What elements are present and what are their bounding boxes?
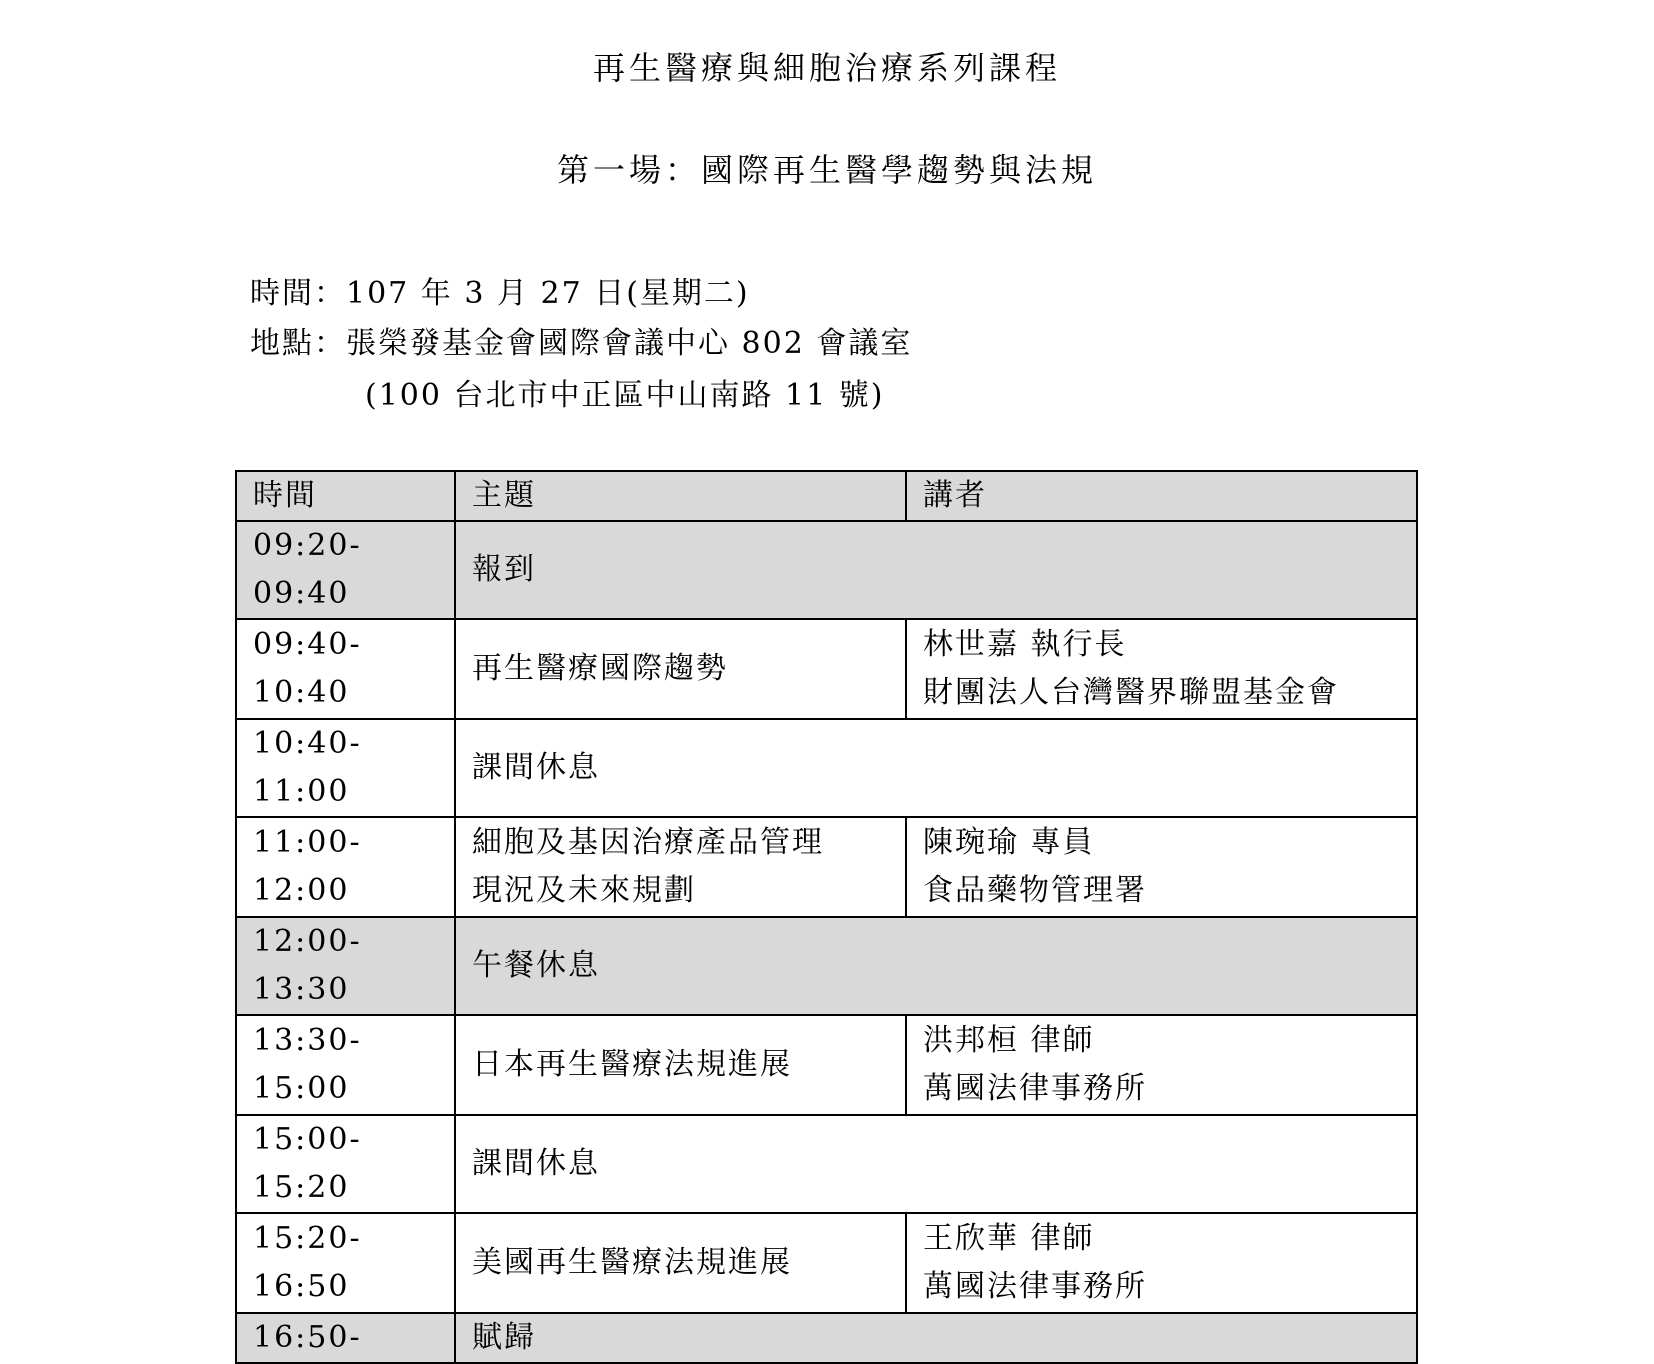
table-row <box>236 1015 1417 1115</box>
row-topic-line: 課間休息 <box>472 1146 600 1181</box>
row-topic <box>455 1213 906 1313</box>
table-row <box>236 521 1417 619</box>
row-time: 11:00-12:00 <box>236 817 455 917</box>
event-venue: 地點：張榮發基金會國際會議中心 802 會議室 <box>250 326 913 361</box>
row-topic <box>455 619 906 719</box>
row-topic <box>455 817 906 917</box>
row-time: 12:00-13:30 <box>236 917 455 1015</box>
header-time: 時間 <box>236 471 455 521</box>
row-time: 15:20-16:50 <box>236 1213 455 1313</box>
row-speaker-line: 萬國法律事務所 <box>923 1269 1147 1304</box>
row-topic <box>455 1115 1417 1213</box>
row-topic <box>455 521 1417 619</box>
table-row <box>236 719 1417 817</box>
row-speaker <box>906 1213 1417 1313</box>
table-header-row <box>236 471 1417 521</box>
row-topic-line: 美國再生醫療法規進展 <box>472 1245 792 1280</box>
table-row <box>236 817 1417 917</box>
row-speaker-line: 陳琬瑜 專員 <box>923 825 1095 860</box>
row-topic-line: 再生醫療國際趨勢 <box>472 651 728 686</box>
row-topic-line: 課間休息 <box>472 750 600 785</box>
row-topic-line: 報到 <box>472 552 536 587</box>
table-row <box>236 917 1417 1015</box>
row-topic <box>455 917 1417 1015</box>
row-speaker-line: 王欣華 律師 <box>923 1221 1095 1256</box>
row-topic-line: 現況及未來規劃 <box>472 873 696 908</box>
row-speaker <box>906 817 1417 917</box>
event-time: 時間：107 年 3 月 27 日(星期二) <box>250 276 750 311</box>
row-topic-line: 細胞及基因治療產品管理 <box>472 825 824 860</box>
table-row <box>236 619 1417 719</box>
row-time: 09:20-09:40 <box>236 521 455 619</box>
row-speaker-line: 林世嘉 執行長 <box>923 627 1127 662</box>
row-topic-line: 賦歸 <box>472 1320 536 1355</box>
row-speaker <box>906 619 1417 719</box>
row-speaker-line: 財團法人台灣醫界聯盟基金會 <box>923 675 1339 710</box>
session-title: 第一場：國際再生醫學趨勢與法規 <box>556 151 1097 189</box>
row-time: 09:40-10:40 <box>236 619 455 719</box>
schedule-table <box>235 470 1418 1364</box>
header-speaker: 講者 <box>906 471 1417 521</box>
row-time: 16:50- <box>236 1313 455 1363</box>
row-time: 15:00-15:20 <box>236 1115 455 1213</box>
row-speaker-line: 食品藥物管理署 <box>923 873 1147 908</box>
row-speaker <box>906 1015 1417 1115</box>
table-row <box>236 1313 1417 1363</box>
table-row <box>236 1213 1417 1313</box>
row-time: 13:30-15:00 <box>236 1015 455 1115</box>
row-speaker-line: 洪邦桓 律師 <box>923 1023 1095 1058</box>
header-topic: 主題 <box>455 471 906 521</box>
event-address: (100 台北市中正區中山南路 11 號) <box>365 378 885 413</box>
row-topic-line: 午餐休息 <box>472 948 600 983</box>
row-topic <box>455 1015 906 1115</box>
row-topic-line: 日本再生醫療法規進展 <box>472 1047 792 1082</box>
table-row <box>236 1115 1417 1213</box>
row-speaker-line: 萬國法律事務所 <box>923 1071 1147 1106</box>
document-title: 再生醫療與細胞治療系列課程 <box>592 49 1061 87</box>
row-topic <box>455 719 1417 817</box>
row-time: 10:40-11:00 <box>236 719 455 817</box>
row-topic <box>455 1313 1417 1363</box>
